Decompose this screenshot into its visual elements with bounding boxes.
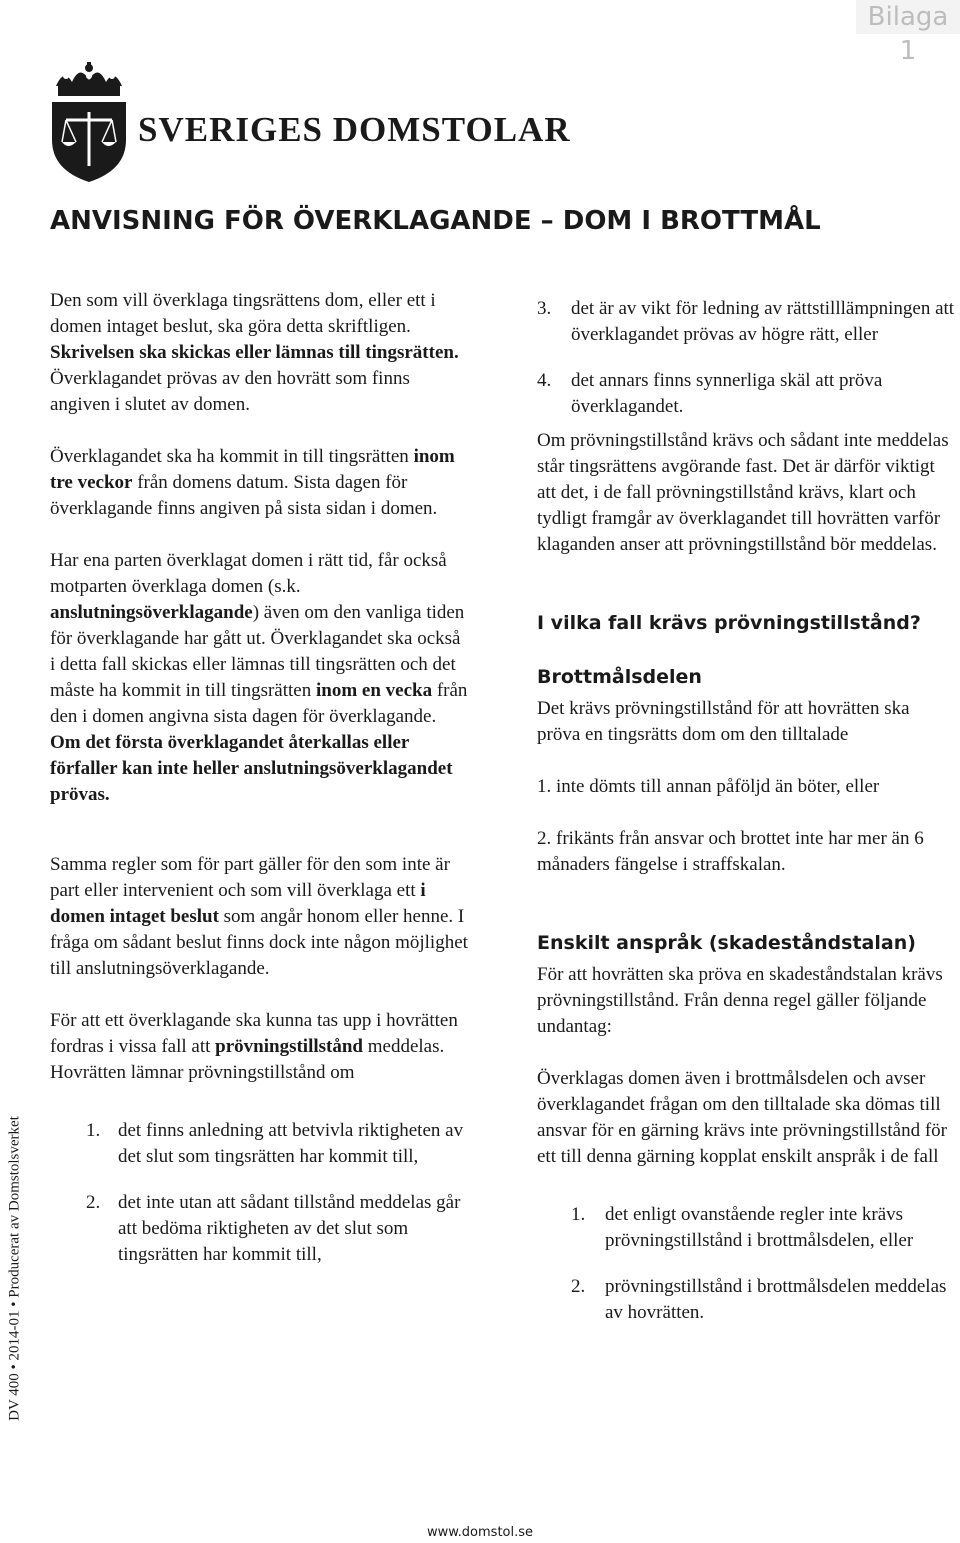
heading-criminal-part: Brottmålsdelen	[537, 666, 702, 688]
criminal-condition-1: 1. inte dömts till annan påföljd än böter, eller	[537, 776, 880, 797]
exception-list	[537, 1202, 957, 1326]
document-title: ANVISNING FÖR ÖVERKLAGANDE – DOM I BROTTMÅL	[50, 206, 821, 236]
paragraph-exception: Överklagas domen även i brottmålsdelen och avser överklagandet frågan om den tilltalade ska dömas till ansvar för en gärning krävs inte prövningstillstånd för ett till denna gärning kopplat enskilt anspråk i de fall	[537, 1068, 947, 1167]
paragraph-leave-to-appeal: För att ett överklagande ska kunna tas upp i hovrätten fordras i vissa fall att prövningstillstånd meddelas. Hovrätten lämnar prövningstillstånd om	[50, 1010, 458, 1083]
side-producer-note: DV 400 • 2014-01 • Producerat av Domstolsverket	[6, 1116, 23, 1421]
paragraph-leave-importance: Om prövningstillstånd krävs och sådant inte meddelas står tingsrättens avgörande fast. Det är därför viktigt att det, i de fall prövningstillstånd krävs, klart och tydligt framgår av överklagandet till hovrätten varför klaganden anser att prövningstillstånd bör meddelas.	[537, 430, 949, 555]
list-item: 2. det inte utan att sådant tillstånd meddelas går att bedöma riktigheten av det slut som tingsrätten har kommit till,	[86, 1192, 461, 1265]
left-column	[50, 288, 470, 1268]
crown-emblem-icon	[48, 62, 130, 184]
leave-criteria-list-continued	[503, 296, 957, 420]
paragraph-damages-leave: För att hovrätten ska pröva en skadeståndstalan krävs prövningstillstånd. Från denna regel gäller följande undantag:	[537, 964, 943, 1037]
footer-url: www.domstol.se	[426, 1525, 534, 1540]
paragraph-cross-appeal: Har ena parten överklagat domen i rätt tid, får också motparten överklaga domen (s.k. anslutningsöverklagande) även om den vanliga tiden för överklagande har gått ut. Överklagandet ska också i detta fall skickas eller lämnas till tingsrätten och det måste ha kommit in till tingsrätten inom en vecka från den i domen angivna sista dagen för överklagande. Om det första överklagandet återkallas eller förfaller kan inte heller anslutningsöverklagandet prövas.	[50, 550, 468, 805]
list-item: 1. det enligt ovanstående regler inte krävs prövningstillstånd i brottmålsdelen, eller	[571, 1204, 914, 1251]
attachment-badge: Bilaga 1	[856, 0, 960, 34]
right-column	[537, 296, 957, 1326]
paragraph-criminal-leave: Det krävs prövningstillstånd för att hovrätten ska pröva en tingsrätts dom om den tilltalade	[537, 698, 910, 745]
list-item: 3. det är av vikt för ledning av rättstilllämpningen att överklagandet prövas av högre rätt, eller	[537, 298, 955, 345]
list-item: 1. det finns anledning att betvivla riktigheten av det slut som tingsrätten har kommit till,	[86, 1120, 464, 1167]
leave-criteria-list	[50, 1118, 470, 1268]
logo-wordmark: SVERIGES DOMSTOLAR	[138, 110, 571, 149]
criminal-condition-2: 2. frikänts från ansvar och brottet inte har mer än 6 månaders fängelse i straffskalan.	[537, 828, 924, 875]
paragraph-non-party: Samma regler som för part gäller för den som inte är part eller intervenient och som vill överklaga ett i domen intaget beslut som angår honom eller henne. I fråga om sådant beslut finns dock inte någon möjlighet till anslutningsöverklagande.	[50, 854, 468, 979]
paragraph-deadline: Överklagandet ska ha kommit in till tingsrätten inom tre veckor från domens datum. Sista dagen för överklagande finns angiven på sista sidan i domen.	[50, 446, 455, 519]
list-item: 4. det annars finns synnerliga skäl att pröva överklagandet.	[537, 370, 883, 417]
heading-when-leave-required: I vilka fall krävs prövningstillstånd?	[537, 612, 921, 634]
paragraph-written-appeal: Den som vill överklaga tingsrättens dom, eller ett i domen intaget beslut, ska göra detta skriftligen. Skrivelsen ska skickas eller lämnas till tingsrätten. Överklagandet prövas av den hovrätt som finns angiven i slutet av domen.	[50, 290, 459, 415]
list-item: 2. prövningstillstånd i brottmålsdelen meddelas av hovrätten.	[571, 1276, 947, 1323]
heading-private-claim: Enskilt anspråk (skadeståndstalan)	[537, 932, 916, 954]
sveriges-domstolar-logo	[48, 62, 588, 184]
